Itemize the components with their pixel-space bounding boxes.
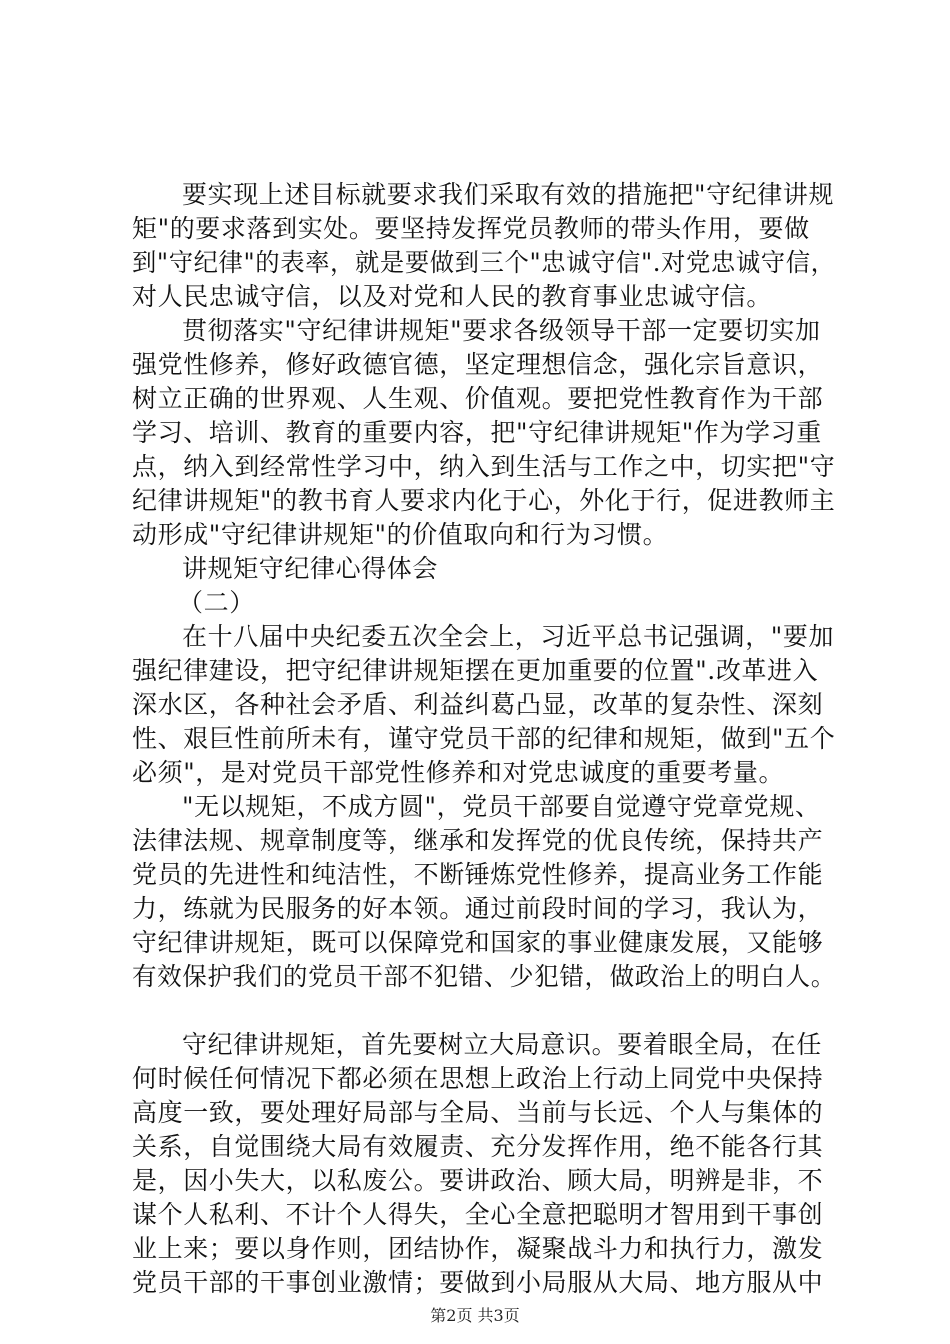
section-subheading: （二） [178,588,255,617]
paragraph-2-line-4: 学习、培训、教育的重要内容，把"守纪律讲规矩"作为学习重 [132,418,822,447]
paragraph-5-line-6: 谋个人私利、不计个人得失，全心全意把聪明才智用到干事创 [132,1200,824,1229]
paragraph-3-line-2: 强纪律建设，把守纪律讲规矩摆在更加重要的位置".改革进入 [132,656,819,685]
paragraph-3-line-3: 深水区，各种社会矛盾、利益纠葛凸显，改革的复杂性、深刻 [132,690,824,719]
paragraph-2-line-7: 动形成"守纪律讲规矩"的价值取向和行为习惯。 [132,520,669,549]
paragraph-2-line-5: 点，纳入到经常性学习中，纳入到生活与工作之中，切实把"守 [132,452,836,481]
paragraph-1-line-4: 对人民忠诚守信，以及对党和人民的教育事业忠诚守信。 [132,282,773,311]
paragraph-2-line-2: 强党性修养，修好政德官德，坚定理想信念，强化宗旨意识， [132,350,824,379]
paragraph-1-line-3: 到"守纪律"的表率，就是要做到三个"忠诚守信".对党忠诚守信， [132,248,836,277]
paragraph-2-line-1: 贯彻落实"守纪律讲规矩"要求各级领导干部一定要切实加 [182,316,821,345]
paragraph-5-line-1: 守纪律讲规矩，首先要树立大局意识。要着眼全局，在任 [182,1030,823,1059]
paragraph-1-line-1: 要实现上述目标就要求我们采取有效的措施把"守纪律讲规 [182,180,835,209]
paragraph-4-line-2: 法律法规、规章制度等，继承和发挥党的优良传统，保持共产 [132,826,824,855]
paragraph-5-line-4: 关系，自觉围绕大局有效履责、充分发挥作用，绝不能各行其 [132,1132,824,1161]
paragraph-2-line-6: 纪律讲规矩"的教书育人要求内化于心，外化于行，促进教师主 [132,486,836,515]
paragraph-5-line-7: 业上来；要以身作则，团结协作，凝聚战斗力和执行力，激发 [132,1234,824,1263]
paragraph-3-line-1: 在十八届中央纪委五次全会上，习近平总书记强调，"要加 [182,622,835,651]
paragraph-4-line-1: "无以规矩，不成方圆"，党员干部要自觉遵守党章党规、 [182,792,821,821]
page-number-footer: 第2页 共3页 [430,1306,520,1325]
paragraph-3-line-5: 必须"，是对党员干部党性修养和对党忠诚度的重要考量。 [132,758,785,787]
paragraph-4-line-3: 党员的先进性和纯洁性，不断锤炼党性修养，提高业务工作能 [132,860,824,889]
paragraph-5-line-5: 是，因小失大，以私废公。要讲政治、顾大局，明辨是非，不 [132,1166,824,1195]
paragraph-4-line-4: 力，练就为民服务的好本领。通过前段时间的学习，我认为， [132,894,824,923]
paragraph-2-line-3: 树立正确的世界观、人生观、价值观。要把党性教育作为干部 [132,384,824,413]
paragraph-5-line-2: 何时候任何情况下都必须在思想上政治上行动上同党中央保持 [132,1064,824,1093]
paragraph-5-line-8: 党员干部的干事创业激情；要做到小局服从大局、地方服从中 [132,1268,824,1297]
paragraph-4-line-6: 有效保护我们的党员干部不犯错、少犯错，做政治上的明白人。 [132,962,836,991]
section-heading: 讲规矩守纪律心得体会 [182,554,439,583]
paragraph-3-line-4: 性、艰巨性前所未有，谨守党员干部的纪律和规矩，做到"五个 [132,724,836,753]
paragraph-1-line-2: 矩"的要求落到实处。要坚持发挥党员教师的带头作用，要做 [132,214,810,243]
paragraph-5-line-3: 高度一致，要处理好局部与全局、当前与长远、个人与集体的 [132,1098,824,1127]
paragraph-4-line-5: 守纪律讲规矩，既可以保障党和国家的事业健康发展，又能够 [132,928,824,957]
